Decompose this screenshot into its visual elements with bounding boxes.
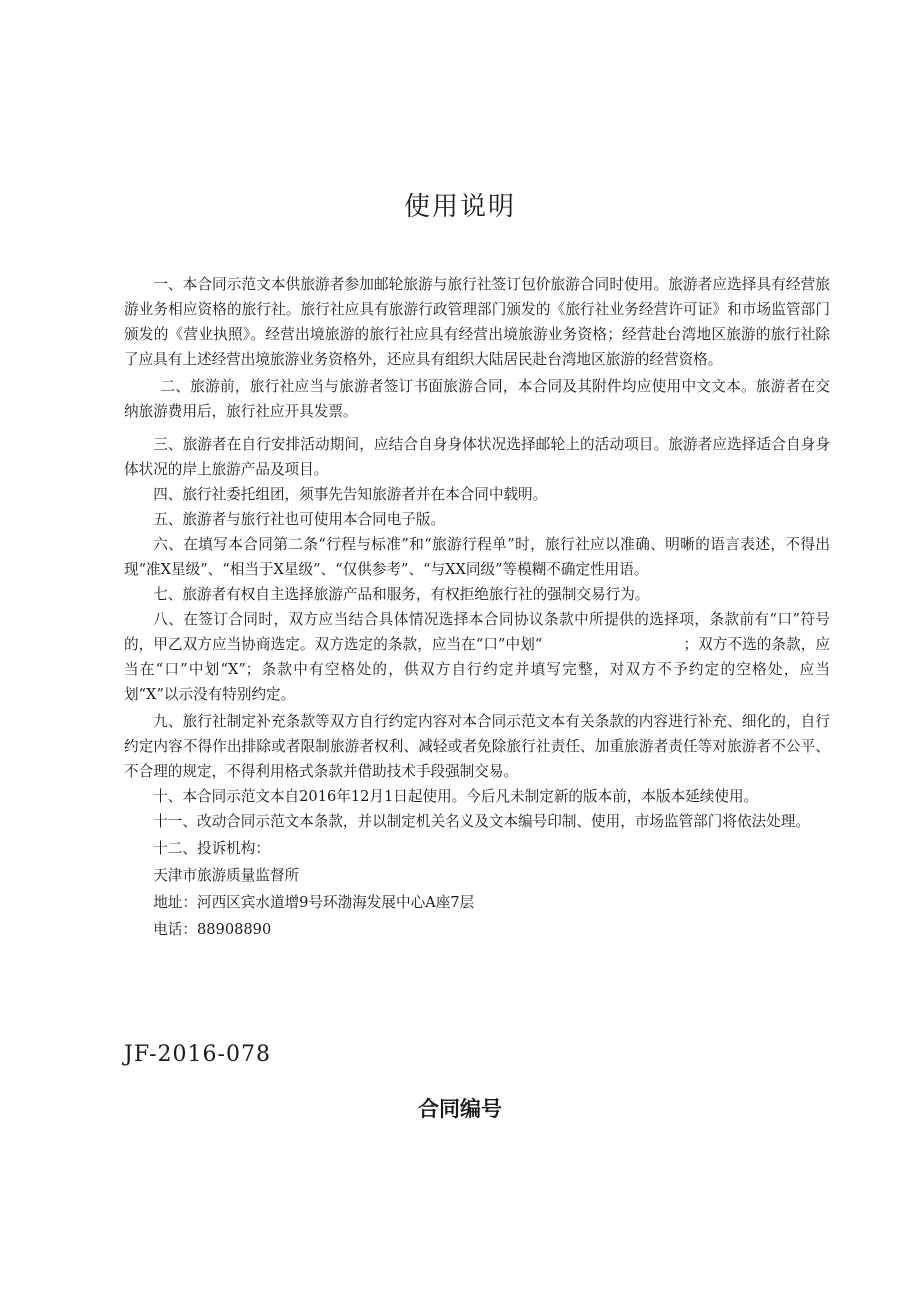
paragraph-4: 四、旅行社委托组团，须事先告知旅游者并在本合同中载明。 <box>153 486 548 503</box>
paragraph-3: 三、旅游者在自行安排活动期间，应结合自身身体状况选择邮轮上的活动项目。旅游者应选择适合自身身体状况的岸上旅游产品及项目。 <box>124 436 830 478</box>
contract-number-heading: 合同编号 <box>418 1097 502 1121</box>
paragraph-6: 六、在填写本合同第二条“行程与标准”和“旅游行程单”时，旅行社应以准确、明晰的语言表述，不得出现“准X星级”、“相当于X星级”、“仅供参考”、“与XX同级”等模糊不确定性用语。 <box>124 536 830 578</box>
paragraph-11: 十一、改动合同示范文本条款，并以制定机关名义及文本编号印制、使用，市场监管部门将依法处理。 <box>153 813 810 830</box>
paragraph-1: 一、本合同示范文本供旅游者参加邮轮旅游与旅行社签订包价旅游合同时使用。旅游者应选择具有经营旅游业务相应资格的旅行社。旅行社应具有旅游行政管理部门颁发的《旅行社业务经营许可证》和市场监管部门颁发的《营业执照》。经营出境旅游的旅行社应具有经营出境旅游业务资格；经营赴台湾地区旅游的旅行社除了应具有上述经营出境旅游业务资格外，还应具有组织大陆居民赴台湾地区旅游的经营资格。 <box>124 276 830 368</box>
paragraph-10: 十、本合同示范文本自2016年12月1日起使用。今后凡未制定新的版本前，本版本延续使用。 <box>153 788 759 805</box>
document-number: JF-2016-078 <box>124 1042 271 1067</box>
paragraph-9: 九、旅行社制定补充条款等双方自行约定内容对本合同示范文本有关条款的内容进行补充、细化的，自行约定内容不得作出排除或者限制旅游者权利、减轻或者免除旅行社责任、加重旅游者责任等对旅游者不公平、不合理的规定，不得利用格式条款并借助技术手段强制交易。 <box>124 713 830 780</box>
complaint-heading: 十二、投诉机构： <box>153 840 270 857</box>
page-title: 使用说明 <box>403 192 516 222</box>
complaint-address: 地址：河西区宾水道增9号环渤海发展中心A座7层 <box>153 894 475 911</box>
instructions-body <box>124 272 830 942</box>
paragraph-7: 七、旅游者有权自主选择旅游产品和服务，有权拒绝旅行社的强制交易行为。 <box>153 586 650 603</box>
paragraph-8: 八、在签订合同时，双方应当结合具体情况选择本合同协议条款中所提供的选择项，条款前有“口”符号的，甲乙双方应当协商选定。双方选定的条款，应当在“口”中划“ ；双方不选的条款，应当在“口”中划“X”；条款中有空格处的，供双方自行约定并填写完整，对双方不予约定的空格处，应当划“X”以示没有特别约定。 <box>124 611 830 703</box>
complaint-phone: 电话：88908890 <box>153 921 272 938</box>
paragraph-2: 二、旅游前，旅行社应当与旅游者签订书面旅游合同，本合同及其附件均应使用中文文本。旅游者在交纳旅游费用后，旅行社应开具发票。 <box>124 378 830 420</box>
complaint-organization: 天津市旅游质量监督所 <box>153 867 300 884</box>
paragraph-5: 五、旅游者与旅行社也可使用本合同电子版。 <box>153 511 446 528</box>
